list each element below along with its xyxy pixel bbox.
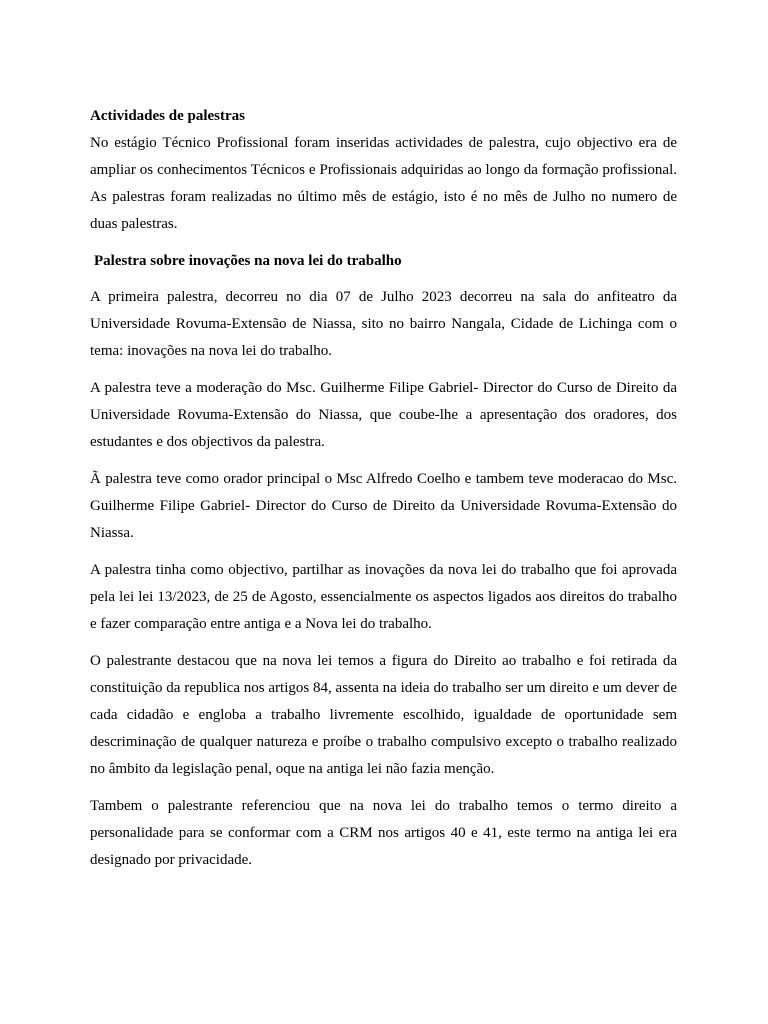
paragraph-1: A primeira palestra, decorreu no dia 07 de Julho 2023 decorreu na sala do anfiteatro da Universidade Rovuma-Extensão de Niassa, sito no bairro Nangala, Cidade de Lichinga com o tema: inovações na nova lei do trabalho.: [90, 289, 677, 359]
section-heading: Actividades de palestras: [90, 108, 245, 124]
paragraph-5: O palestrante destacou que na nova lei temos a figura do Direito ao trabalho e foi retirada da constituição da republica nos artigos 84, assenta na ideia do trabalho ser um direito e um dever de cada cidadão e engloba a trabalho livremente escolhido, igualdade de oportunidade sem descriminação de qualquer natureza e proíbe o trabalho compulsivo excepto o trabalho realizado no âmbito da legislação penal, oque na antiga lei não fazia menção.: [90, 653, 677, 777]
paragraph-6: Tambem o palestrante referenciou que na nova lei do trabalho temos o termo direito a personalidade para se conformar com a CRM nos artigos 40 e 41, este termo na antiga lei era designado por privacidade.: [90, 798, 677, 868]
sub-heading: Palestra sobre inovações na nova lei do trabalho: [94, 253, 402, 269]
paragraph-3: Ã palestra teve como orador principal o Msc Alfredo Coelho e tambem teve moderacao do Msc. Guilherme Filipe Gabriel- Director do Curso de Direito da Universidade Rovuma-Extensão do Niassa.: [90, 471, 677, 541]
paragraph-2: A palestra teve a moderação do Msc. Guilherme Filipe Gabriel- Director do Curso de Direito da Universidade Rovuma-Extensão do Niassa, que coube-lhe a apresentação dos oradores, dos estudantes e dos objectivos da palestra.: [90, 380, 677, 450]
intro-paragraph: No estágio Técnico Profissional foram inseridas actividades de palestra, cujo objectivo era de ampliar os conhecimentos Técnicos e Profissionais adquiridas ao longo da formação profissional. As palestras foram realizadas no último mês de estágio, isto é no mês de Julho no numero de duas palestras.: [90, 135, 677, 232]
paragraph-4: A palestra tinha como objectivo, partilhar as inovações da nova lei do trabalho que foi aprovada pela lei lei 13/2023, de 25 de Agosto, essencialmente os aspectos ligados aos direitos do trabalho e fazer comparação entre antiga e a Nova lei do trabalho.: [90, 562, 677, 632]
document-page: [90, 103, 677, 874]
